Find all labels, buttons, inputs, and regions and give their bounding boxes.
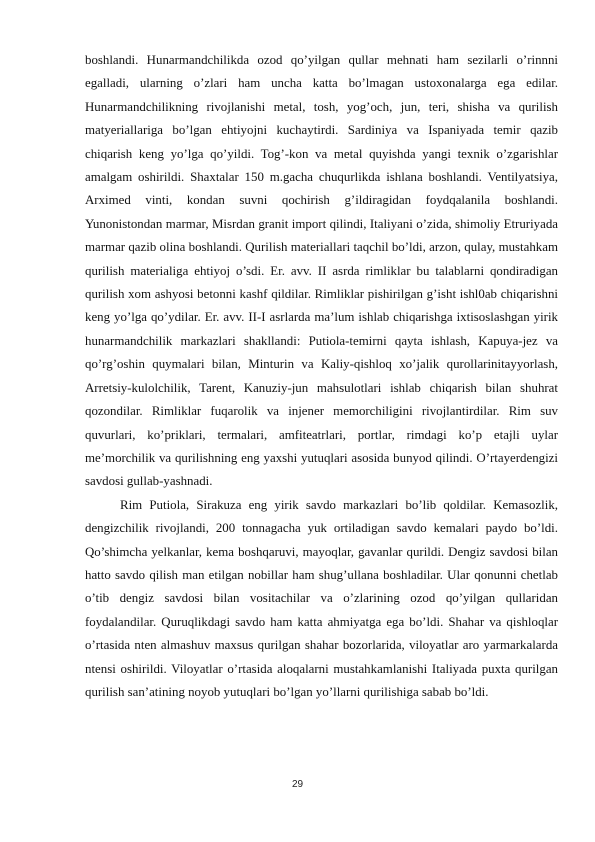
- page-number: 29: [291, 779, 304, 790]
- body-text: [85, 49, 558, 704]
- paragraph-1: boshlandi. Hunarmandchilikda ozod qo’yilgan qullar mehnati ham sezilarli o’rinnni egalladi, ularning o’zlari ham uncha katta bo’lmagan ustoxonalarga ega edilar. Hunarmandchilikning rivojlanishi metal, tosh, yog’och, jun, teri, shisha va qurilish matyeriallariga bo’lgan ehtiyojni kuchaytirdi. Sardiniya va Ispaniyada temir qazib chiqarish keng yo’lga qo’yildi. Tog’-kon va metal quyishda yangi texnik o’zgarishlar amalgam oshirildi. Shaxtalar 150 m.gacha chuqurlikda ishlana boshlandi. Ventilyatsiya, Arximed vinti, kondan suvni qochirish g’ildiragidan foydqalanila boshlandi. Yunonistondan marmar, Misrdan granit import qilindi, Italiyani o’zida, shimoliy Etruriyada marmar qazib olina boshlandi. Qurilish materiallari taqchil bo’ldi, arzon, qulay, mustahkam qurilish materialiga ehtiyoj o’sdi. Er. avv. II asrda rimliklar bu talablarni qondiradigan qurilish xom ashyosi betonni kashf qildilar. Rimliklar pishirilgan g’isht ishl0ab chiqarishni keng yo’lga qo’ydilar. Er. avv. II-I asrlarda ma’lum ishlab chiqarishga ixtisoslashgan yirik hunarmandchilik markazlari shakllandi: Putiola-temirni qayta ishlash, Kapuya-jez va qo’rg’oshin quymalari bilan, Minturin va Kaliy-qishloq xo’jalik qurollarinitayyorlash, Arretsiy-kulolchilik, Tarent, Kanuziy-jun mahsulotlari ishlab chiqarish bilan shuhrat qozondilar. Rimliklar fuqarolik va injener memorchiligini rivojlantirdilar. Rim suv quvurlari, ko’priklari, termalari, amfiteatrlari, portlar, rimdagi ko’p etajli uylar me’morchilik va qurilishning eng yaxshi yutuqlari asosida bunyod qilindi. O’rtayerdengizi savdosi gullab-yashnadi.: [85, 53, 558, 489]
- paragraph-2: Rim Putiola, Sirakuza eng yirik savdo markazlari bo’lib qoldilar. Kemasozlik, dengizchilik rivojlandi, 200 tonnagacha yuk ortiladigan savdo kemalari paydo bo’ldi. Qo’shimcha yelkanlar, kema boshqaruvi, mayoqlar, gavanlar qurildi. Dengiz savdosi bilan hatto savdo qilish man etilgan nobillar ham shug’ullana boshladilar. Ular qonunni chetlab o’tib dengiz savdosi bilan vositachilar va o’zlarining ozod qo’yilgan qullaridan foydalandilar. Quruqlikdagi savdo ham katta ahmiyatga ega bo’ldi. Shahar va qishloqlar o’rtasida nten almashuv maxsus qurilgan shahar bozorlarida, viloyatlar aro yarmarkalarda ntensi oshirildi. Viloyatlar o’rtasida aloqalarni mustahkamlanishi Italiyada puxta qurilgan qurilish san’atining noyob yutuqlari bo’lgan yo’llarni qurilishiga sabab bo’ldi.: [85, 497, 558, 699]
